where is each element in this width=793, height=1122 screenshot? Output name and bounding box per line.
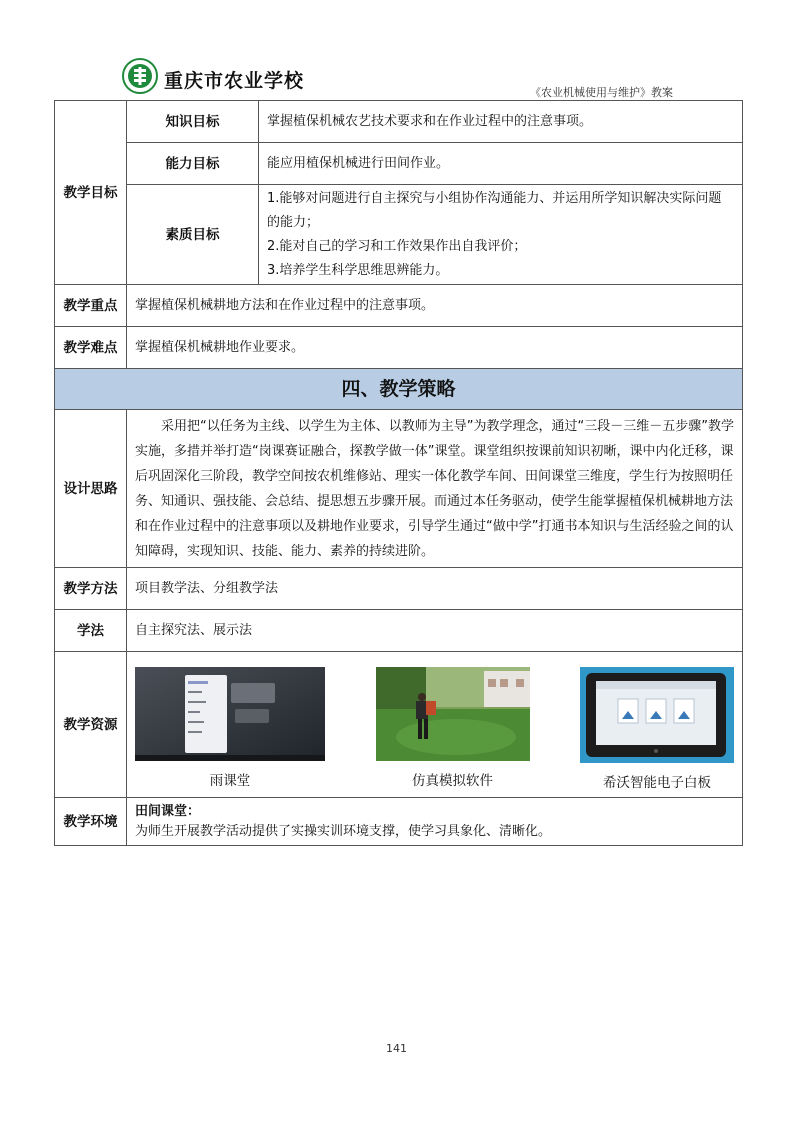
method-text: 项目教学法、分组教学法 [127,568,743,610]
environment-label: 教学环境 [55,798,127,846]
quality-objective-label: 素质目标 [127,185,259,285]
design-text-cell [127,410,743,568]
environment-cell [127,798,743,846]
difficulty-label: 教学难点 [55,327,127,369]
design-text: 采用把“以任务为主线、以学生为主体、以教师为主导”为教学理念，通过“三段－三维－五步骤”教学实施，多措并举打造“岗课赛证融合，探教学做一体”课堂。课堂组织按课前知识初晰，课中内化迁移，课后巩固深化三阶段，教学空间按农机维修站、理实一体化教学车间、田间课堂三维度，学生行为按照明任务、知通识、强技能、会总结、提思想五步骤开展。而通过本任务驱动，使学生能掌握植保机械耕地方法和在作业过程中的注意事项以及耕地作业要求，引导学生通过“做中学”打通书本知识与生活经验之间的认知障碍，实现知识、技能、能力、素养的持续进阶。 [135,419,734,559]
quality-item: 1.能够对问题进行自主探究与小组协作沟通能力、并运用所学知识解决实际问题的能力； [267,190,722,230]
page-number: 141 [386,1042,407,1055]
table-row [55,285,743,327]
table-row [55,101,743,143]
resource-caption: 仿真模拟软件 [412,772,493,789]
quality-item: 3.培养学生科学思维思辨能力。 [267,262,449,278]
lesson-plan-table [54,100,743,846]
resource-item [135,667,325,793]
resources-cell [127,652,743,798]
difficulty-text: 掌握植保机械耕地作业要求。 [127,327,743,369]
course-title: 《农业机械使用与维护》教案 [530,86,673,99]
ability-objective-label: 能力目标 [127,143,259,185]
design-label: 设计思路 [55,410,127,568]
table-row [55,327,743,369]
resource-caption: 雨课堂 [209,772,251,789]
quality-objective-text [259,185,743,285]
method-label: 教学方法 [55,568,127,610]
school-name: 重庆市农业学校 [164,70,305,92]
resource-item [376,667,530,793]
table-row [55,185,743,285]
environment-title: 田间课堂： [135,803,201,819]
rain-classroom-screenshot-icon [135,667,325,761]
key-point-text: 掌握植保机械耕地方法和在作业过程中的注意事项。 [127,285,743,327]
table-row [55,798,743,846]
field-simulation-photo-icon [376,667,530,761]
table-row [55,610,743,652]
table-row [55,369,743,410]
resource-item [580,667,734,793]
objectives-label: 教学目标 [55,101,127,285]
section-heading: 四、教学策略 [55,369,743,410]
quality-item: 2.能对自己的学习和工作效果作出自我评价； [267,238,527,254]
key-point-label: 教学重点 [55,285,127,327]
school-logo-icon [122,58,158,94]
resources-label: 教学资源 [55,652,127,798]
knowledge-objective-text: 掌握植保机械农艺技术要求和在作业过程中的注意事项。 [259,101,743,143]
smart-whiteboard-tablet-icon [580,667,734,763]
table-row [55,568,743,610]
ability-objective-text: 能应用植保机械进行田间作业。 [259,143,743,185]
resources-list [127,653,742,797]
learning-text: 自主探究法、展示法 [127,610,743,652]
table-row [55,143,743,185]
table-row [55,652,743,798]
table-row [55,410,743,568]
knowledge-objective-label: 知识目标 [127,101,259,143]
learning-label: 学法 [55,610,127,652]
page-header [120,56,675,102]
resource-caption: 希沃智能电子白板 [603,774,711,791]
environment-text: 为师生开展教学活动提供了实操实训环境支撑，使学习具象化、清晰化。 [135,823,552,839]
